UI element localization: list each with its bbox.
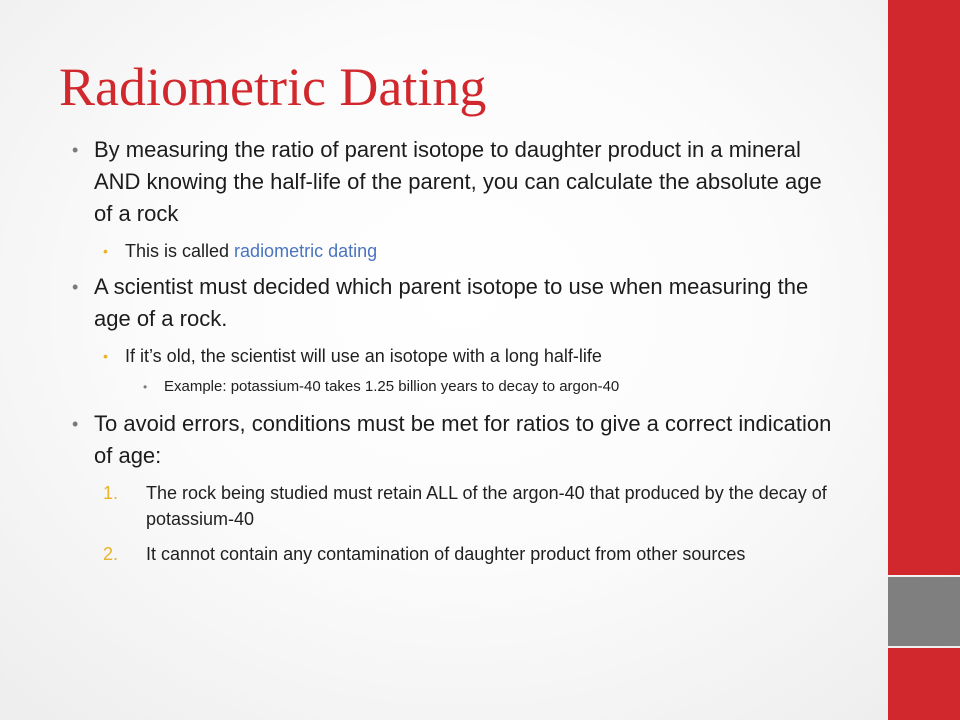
number-marker: 1. — [103, 483, 119, 503]
sub-sub-bullet-example — [72, 376, 832, 398]
bullet-marker: • — [103, 348, 108, 364]
number-marker: 2. — [103, 544, 119, 564]
bullet-text: By measuring the ratio of parent isotope to daughter product in a mineral AND knowing the half-life of the parent, you can calculate the absolute age of a rock — [94, 137, 822, 226]
numbered-text: It cannot contain any contamination of daughter product from other sources — [146, 544, 746, 564]
slide-title: Radiometric Dating — [59, 57, 487, 117]
sidebar-red-bar-top — [888, 0, 960, 575]
numbered-item-2 — [72, 541, 832, 567]
sidebar-red-bar-bottom — [888, 648, 960, 720]
numbered-item-1 — [72, 480, 832, 532]
sub-bullet-long-half-life — [72, 343, 832, 369]
sub-bullet-prefix: This is called — [125, 241, 235, 261]
bullet-measuring-ratio — [72, 134, 832, 230]
bullet-marker: • — [72, 277, 79, 297]
sub-bullet-text: If it’s old, the scientist will use an isotope with a long half-life — [125, 346, 602, 366]
bullet-marker: • — [72, 414, 79, 434]
bullet-marker: • — [143, 380, 148, 394]
slide-body — [72, 134, 832, 576]
numbered-text: The rock being studied must retain ALL of the argon-40 that produced by the decay of potassium-40 — [146, 483, 827, 529]
bullet-isotope-choice — [72, 271, 832, 335]
bullet-text: To avoid errors, conditions must be met for ratios to give a correct indication of age: — [94, 411, 832, 468]
highlighted-term: radiometric dating — [234, 241, 378, 261]
sidebar-decoration — [888, 0, 960, 720]
sub-bullet-called — [72, 238, 832, 264]
bullet-text: A scientist must decided which parent isotope to use when measuring the age of a rock. — [94, 274, 809, 331]
sub-sub-bullet-text: Example: potassium-40 takes 1.25 billion years to decay to argon-40 — [164, 378, 620, 395]
sidebar-gray-bar — [888, 577, 960, 646]
bullet-avoid-errors — [72, 408, 832, 472]
bullet-marker: • — [103, 243, 108, 259]
bullet-marker: • — [72, 140, 79, 160]
